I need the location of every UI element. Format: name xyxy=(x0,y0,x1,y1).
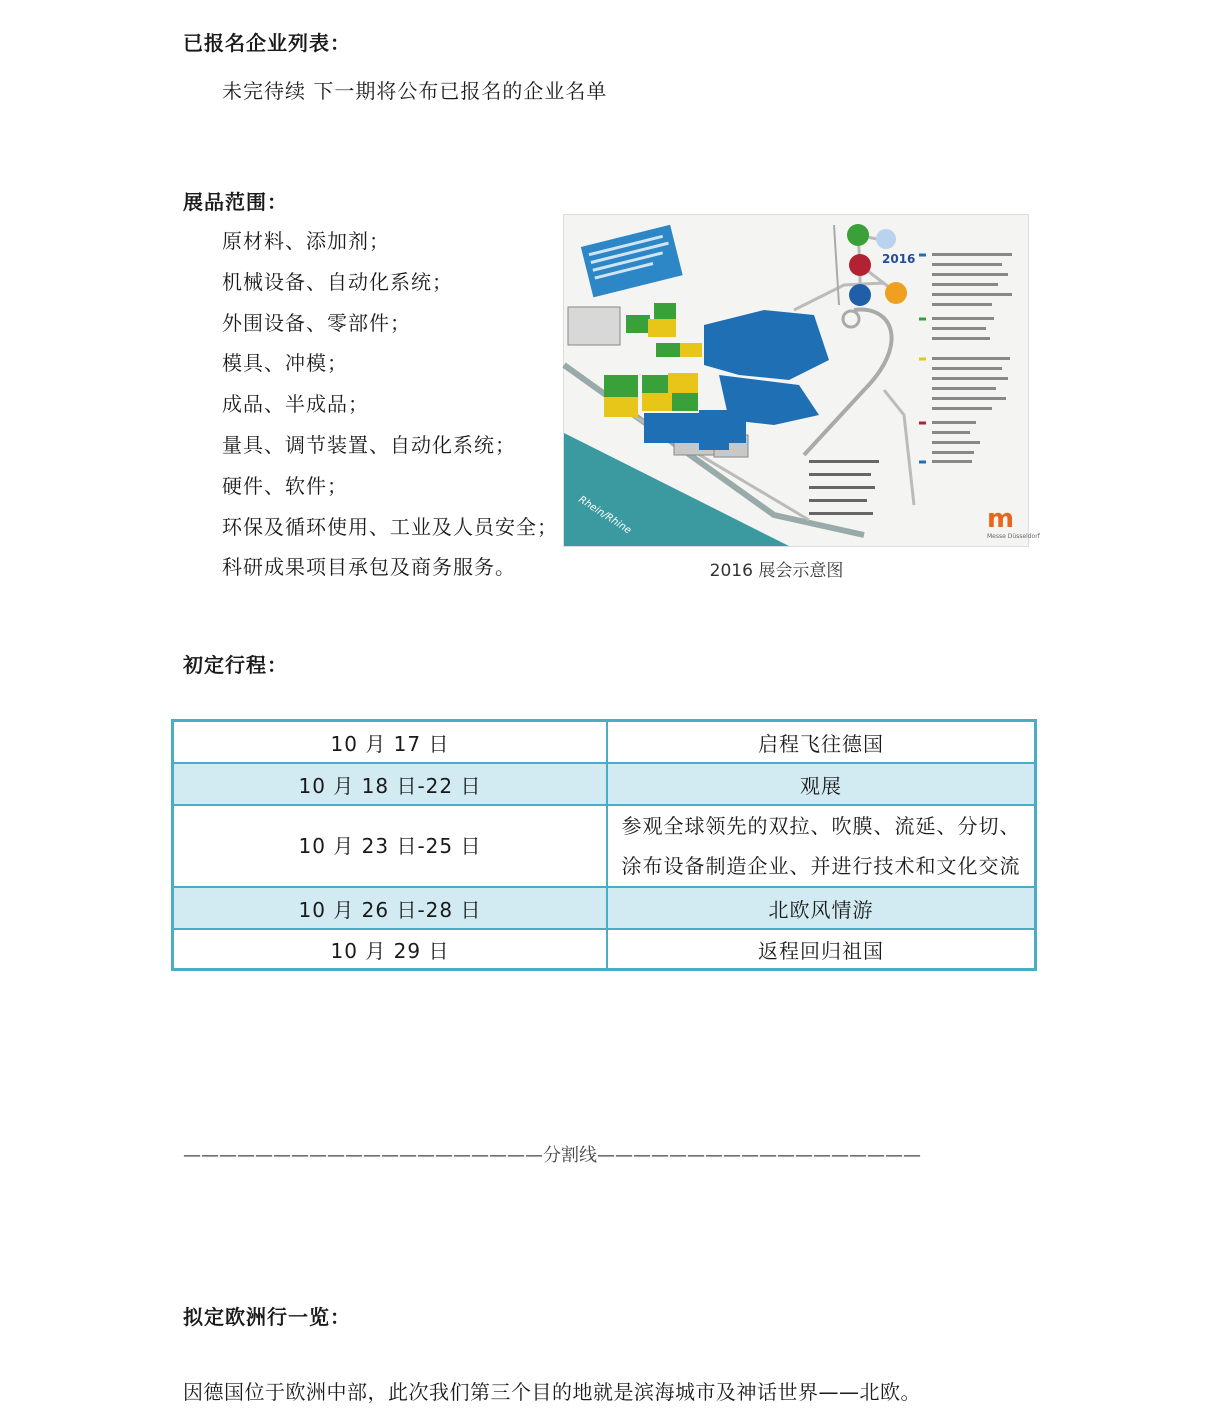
table-row xyxy=(173,721,1036,764)
schedule-date: 10 月 17 日 xyxy=(173,721,608,764)
hall-blue xyxy=(724,413,746,443)
river-label: Rhein/Rhine xyxy=(576,494,634,537)
map-brand-logo: m xyxy=(987,504,1015,534)
hall-blue xyxy=(704,310,829,380)
hall-blue xyxy=(644,413,699,443)
hall-yellow xyxy=(642,393,672,411)
scope-item: 量具、调节装置、自动化系统； xyxy=(222,432,516,457)
schedule-heading: 初定行程： xyxy=(183,653,288,677)
schedule-activity: 观展 xyxy=(607,763,1036,805)
scope-item: 成品、半成品； xyxy=(222,392,369,417)
table-row xyxy=(173,805,1036,887)
table-row xyxy=(173,887,1036,929)
table-row xyxy=(173,763,1036,805)
hall-green xyxy=(672,393,698,411)
hall-green xyxy=(626,315,650,333)
schedule-date: 10 月 29 日 xyxy=(173,929,608,970)
schedule-date: 10 月 23 日-25 日 xyxy=(173,805,608,887)
hall-green xyxy=(654,303,676,319)
hall-yellow xyxy=(648,319,676,337)
schedule-activity: 返程回归祖国 xyxy=(607,929,1036,970)
scope-item: 外围设备、零部件； xyxy=(222,310,411,335)
schedule-activity: 参观全球领先的双拉、吹膜、流延、分切、涂布设备制造企业、并进行技术和文化交流 xyxy=(607,805,1036,887)
hall-yellow xyxy=(604,397,638,417)
registered-heading: 已报名企业列表： xyxy=(183,31,351,55)
table-row xyxy=(173,929,1036,970)
schedule-date: 10 月 26 日-28 日 xyxy=(173,887,608,929)
map-legend xyxy=(919,253,1012,463)
europe-heading: 拟定欧洲行一览： xyxy=(183,1305,351,1329)
hall-green xyxy=(604,375,638,397)
map-logo-year: 2016 xyxy=(882,252,916,266)
hall-green xyxy=(642,375,668,393)
scope-item: 环保及循环使用、工业及人员安全； xyxy=(222,514,558,539)
hall-yellow xyxy=(680,343,702,357)
hall-green xyxy=(656,343,680,357)
scope-item: 硬件、软件； xyxy=(222,473,348,498)
scope-item: 原材料、添加剂； xyxy=(222,229,390,253)
schedule-table xyxy=(171,719,1037,971)
section-divider: ————————————————————分割线—————————————————— xyxy=(183,1145,921,1166)
map-caption: 2016 展会示意图 xyxy=(709,561,844,581)
scope-item: 机械设备、自动化系统； xyxy=(222,269,453,294)
scope-heading: 展品范围： xyxy=(183,190,288,214)
scope-item: 模具、冲模； xyxy=(222,351,348,376)
schedule-date: 10 月 18 日-22 日 xyxy=(173,763,608,805)
europe-text: 因德国位于欧洲中部，此次我们第三个目的地就是滨海城市及神话世界——北欧。 xyxy=(183,1380,921,1404)
schedule-activity: 启程飞往德国 xyxy=(607,721,1036,764)
scope-list xyxy=(222,228,558,595)
map-brand-text: Messe Düsseldorf xyxy=(987,533,1040,540)
exhibition-map-image xyxy=(563,214,1040,547)
hall-yellow xyxy=(668,373,698,393)
scope-item: 科研成果项目承包及商务服务。 xyxy=(222,555,516,580)
registered-note: 未完待续 下一期将公布已报名的企业名单 xyxy=(222,79,608,103)
schedule-activity: 北欧风情游 xyxy=(607,887,1036,929)
